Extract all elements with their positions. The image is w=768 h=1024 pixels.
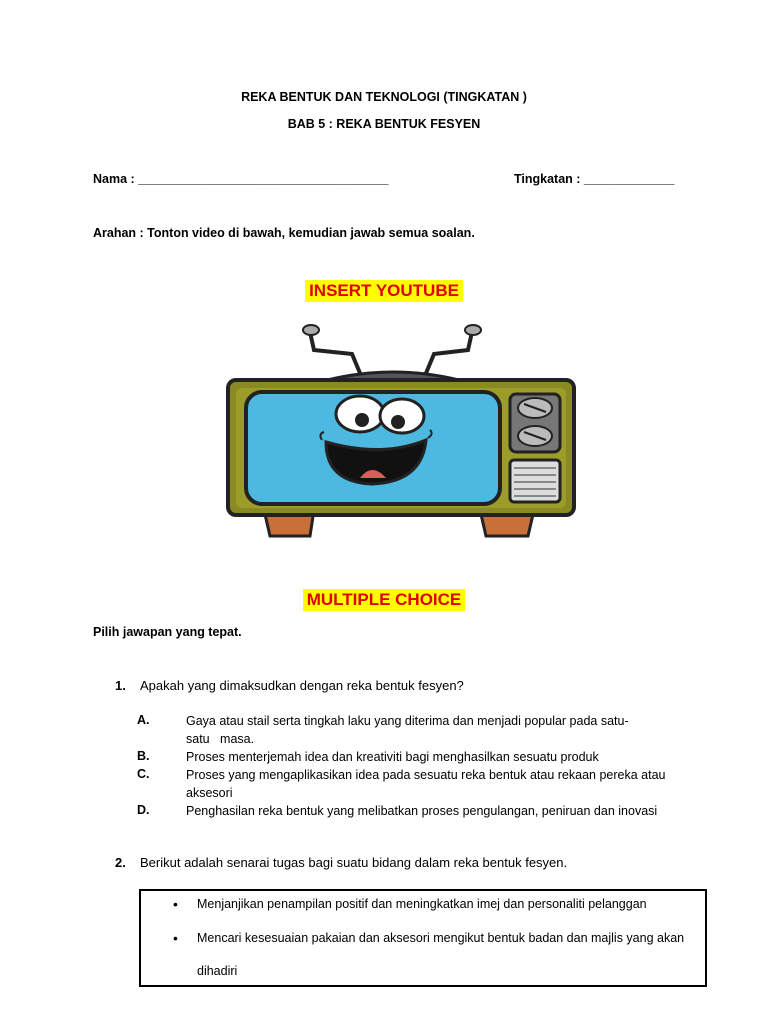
bullet-icon: • bbox=[173, 896, 178, 912]
task-item-2: Mencari kesesuaian pakaian dan aksesori mengikut bentuk badan dan majlis yang akan dihadiri bbox=[197, 931, 685, 978]
instruction-text: Arahan : Tonton video di bawah, kemudian jawab semua soalan. bbox=[93, 226, 475, 240]
video-placeholder bbox=[0, 280, 768, 302]
option-c-letter: C. bbox=[137, 767, 150, 781]
question-2-number: 2. bbox=[115, 855, 126, 870]
document-title: REKA BENTUK DAN TEKNOLOGI (TINGKATAN ) bbox=[241, 90, 527, 104]
question-2-text: Berikut adalah senarai tugas bagi suatu bidang dalam reka bentuk fesyen. bbox=[140, 855, 568, 870]
option-a-text: Gaya atau stail serta tingkah laku yang diterima dan menjadi popular pada satu-satu masa. bbox=[186, 714, 629, 746]
option-d-letter: D. bbox=[137, 803, 150, 817]
multiple-choice-heading bbox=[0, 589, 768, 611]
mcq-instruction: Pilih jawapan yang tepat. bbox=[93, 625, 242, 639]
tv-cartoon-illustration bbox=[222, 322, 582, 540]
option-c-text: Proses yang mengaplikasikan idea pada sesuatu reka bentuk atau rekaan pereka atau aksesori bbox=[186, 768, 666, 800]
name-field: Nama : ____________________________________ bbox=[93, 172, 389, 186]
tv-antenna bbox=[303, 325, 481, 380]
level-field: Tingkatan : _____________ bbox=[514, 172, 675, 186]
option-a-letter: A. bbox=[137, 713, 150, 727]
option-b-text: Proses menterjemah idea dan kreativiti bagi menghasilkan sesuatu produk bbox=[186, 750, 599, 764]
question-1-number: 1. bbox=[115, 678, 126, 693]
option-d-text: Penghasilan reka bentuk yang melibatkan proses pengulangan, peniruan dan inovasi bbox=[186, 804, 658, 818]
tv-speaker-grille bbox=[510, 460, 560, 502]
bullet-icon: • bbox=[173, 930, 178, 946]
chapter-title: BAB 5 : REKA BENTUK FESYEN bbox=[287, 117, 481, 131]
option-b-letter: B. bbox=[137, 749, 150, 763]
tv-knobs bbox=[510, 394, 560, 452]
task-list-box bbox=[139, 889, 707, 987]
insert-youtube-label: INSERT YOUTUBE bbox=[305, 280, 463, 302]
task-item-1: Menjanjikan penampilan positif dan meningkatkan imej dan personaliti pelanggan bbox=[197, 897, 647, 911]
question-1-text: Apakah yang dimaksudkan dengan reka bentuk fesyen? bbox=[140, 678, 464, 693]
multiple-choice-label: MULTIPLE CHOICE bbox=[303, 589, 466, 611]
